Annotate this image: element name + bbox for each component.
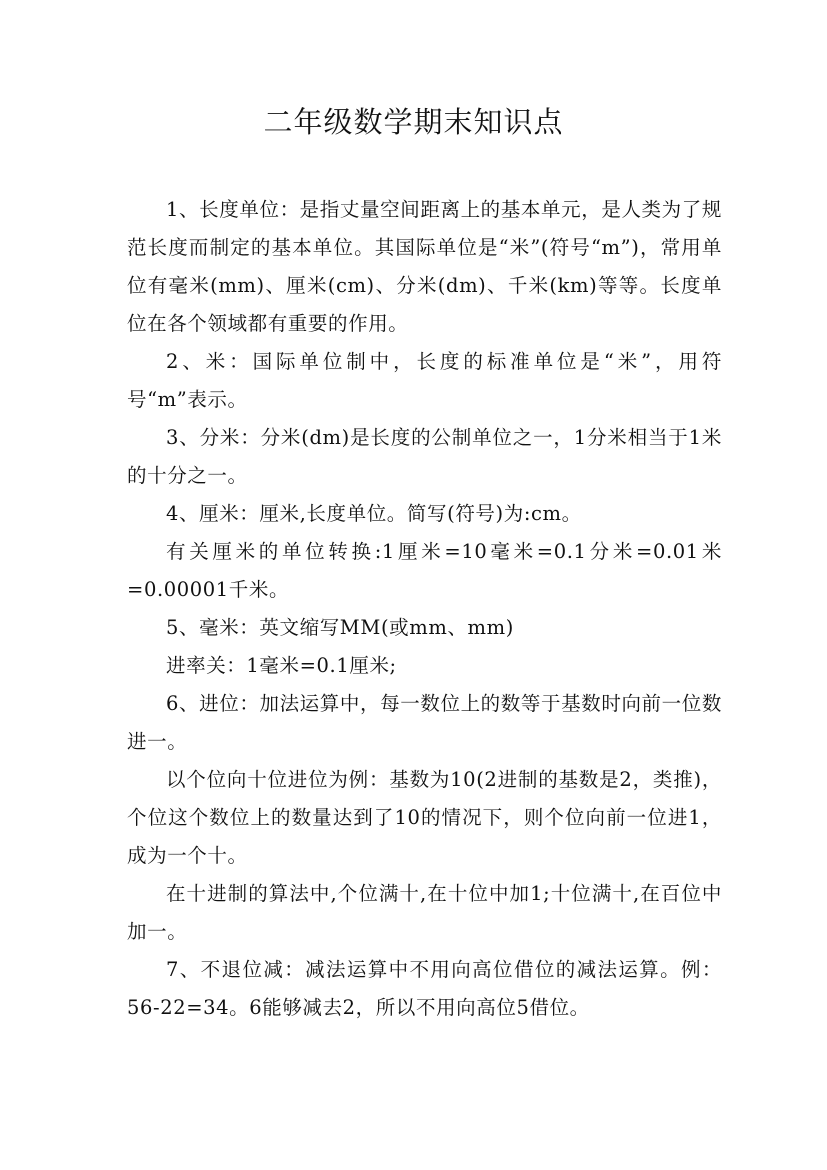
paragraph-no-borrow-subtraction: 7、不退位减：减法运算中不用向高位借位的减法运算。例：56-22=34。6能够减去2，所以不用向高位5借位。 [127,958,722,1019]
paragraph-carry-example: 以个位向十位进位为例：基数为10(2进制的基数是2，类推)，个位这个数位上的数量达到了10的情况下，则个位向前一位进1，成为一个十。 [127,768,722,867]
paragraph-carry: 6、进位：加法运算中，每一数位上的数等于基数时向前一位数进一。 [127,692,722,753]
paragraph-millimeter-rate: 进率关：1毫米=0.1厘米; [166,654,397,677]
paragraph-millimeter: 5、毫米：英文缩写MM(或mm、mm) [166,616,514,639]
paragraph-centimeter: 4、厘米：厘米,长度单位。简写(符号)为:cm。 [166,502,582,525]
page-title: 二年级数学期末知识点 [263,105,564,139]
paragraph-length-unit: 1、长度单位：是指丈量空间距离上的基本单元，是人类为了规范长度而制定的基本单位。其国际单位是“米”(符号“m”)，常用单位有毫米(mm)、厘米(cm)、分米(dm)、千米(km)等等。长度单位在各个领域都有重要的作用。 [127,198,722,335]
paragraph-decimeter: 3、分米：分米(dm)是长度的公制单位之一，1分米相当于1米的十分之一。 [127,426,722,487]
paragraph-decimal-carry: 在十进制的算法中,个位满十,在十位中加1;十位满十,在百位中加一。 [127,882,722,943]
document-body [127,191,722,1027]
paragraph-meter: 2、米：国际单位制中，长度的标准单位是“米”，用符号“m”表示。 [127,350,722,411]
paragraph-centimeter-conversion: 有关厘米的单位转换:1厘米=10毫米=0.1分米=0.01米=0.00001千米。 [127,540,722,601]
